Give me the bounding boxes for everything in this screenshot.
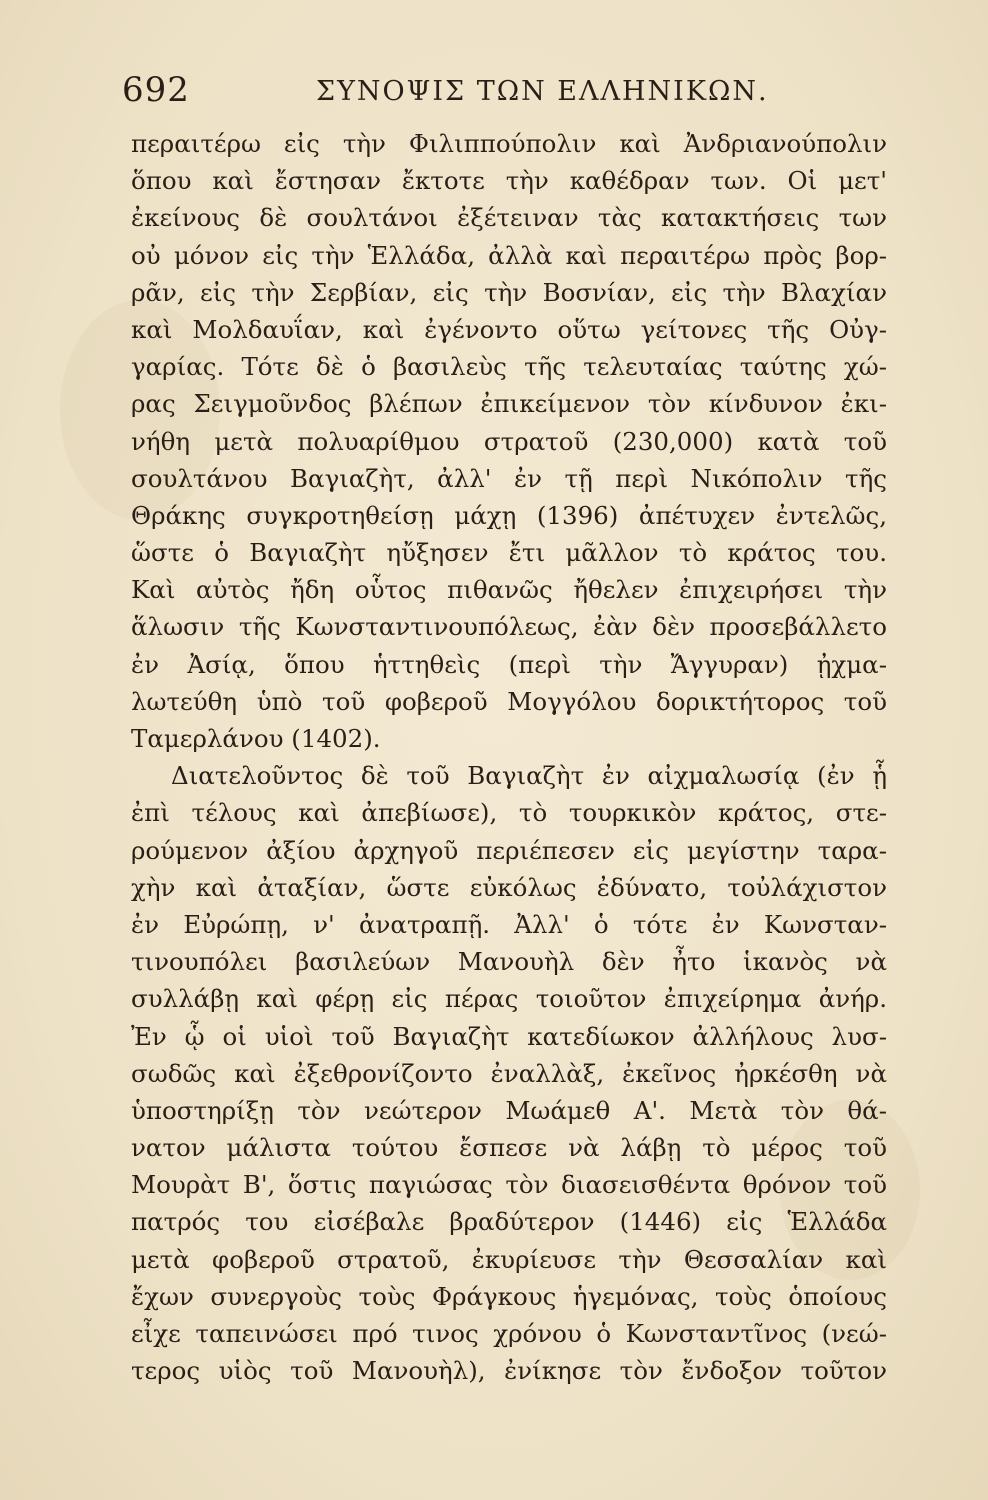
text-line: Ἐν ᾧ οἱ υἱοὶ τοῦ Βαγιαζὴτ κατεδίωκον ἀλλήλους λυσ- <box>131 1021 887 1051</box>
text-line: ἅλωσιν τῆς Κωνσταντινουπόλεως, ἐὰν δὲν προσεβάλλετο <box>131 612 887 642</box>
text-line: νατον μάλιστα τούτου ἔσπεσε νὰ λάβῃ τὸ μέρος τοῦ <box>131 1133 887 1163</box>
text-line: πατρός του εἰσέβαλε βραδύτερον (1446) εἰς Ἑλλάδα <box>131 1207 887 1237</box>
text-line: Καὶ αὐτὸς ἤδη οὗτος πιθανῶς ἤθελεν ἐπιχειρήσει τὴν <box>131 575 887 605</box>
text-line: ὑποστηρίξῃ τὸν νεώτερον Μωάμεθ Α'. Μετὰ τὸν θά- <box>131 1095 887 1125</box>
page-header <box>122 70 882 120</box>
paragraph-end-line: Ταμερλάνου (1402). <box>131 724 381 753</box>
text-line: λωτεύθη ὑπὸ τοῦ φοβεροῦ Μογγόλου δορικτήτορος τοῦ <box>131 686 887 716</box>
running-title: ΣΥΝΟΨΙΣ ΤΩΝ ΕΛΛΗΝΙΚΩΝ. <box>316 76 769 107</box>
text-line: νήθη μετὰ πολυαρίθμου στρατοῦ (230,000) κατὰ τοῦ <box>131 426 887 456</box>
body-text <box>131 125 887 1389</box>
text-line: Μουρὰτ Β', ὅστις παγιώσας τὸν διασεισθέντα θρόνον τοῦ <box>131 1170 887 1200</box>
text-line: εἶχε ταπεινώσει πρό τινος χρόνου ὁ Κωνσταντῖνος (νεώ- <box>131 1319 887 1348</box>
text-line: τινουπόλει βασιλεύων Μανουὴλ δὲν ἦτο ἱκανὸς νὰ <box>131 947 887 977</box>
text-line: καὶ Μολδαυΐαν, καὶ ἐγένοντο οὕτω γείτονες τῆς Οὐγ- <box>131 314 887 344</box>
text-line: μετὰ φοβεροῦ στρατοῦ, ἐκυρίευσε τὴν Θεσσαλίαν καὶ <box>131 1244 887 1274</box>
page-number: 692 <box>122 70 190 110</box>
text-line: τερος υἱὸς τοῦ Μανουὴλ), ἐνίκησε τὸν ἔνδοξον τοῦτον <box>131 1356 887 1386</box>
text-line: ὥστε ὁ Βαγιαζὴτ ηὔξησεν ἔτι μᾶλλον τὸ κράτος του. <box>131 538 887 568</box>
text-line: περαιτέρω εἰς τὴν Φιλιππούπολιν καὶ Ἀνδριανούπολιν <box>131 129 887 158</box>
text-line: ρούμενον ἀξίου ἀρχηγοῦ περιέπεσεν εἰς μεγίστην ταρα- <box>131 835 887 865</box>
text-line: οὐ μόνον εἰς τὴν Ἑλλάδα, ἀλλὰ καὶ περαιτέρω πρὸς βορ- <box>131 240 887 270</box>
text-line: συλλάβῃ καὶ φέρῃ εἰς πέρας τοιοῦτον ἐπιχείρημα ἀνήρ. <box>131 984 887 1014</box>
text-line: χὴν καὶ ἀταξίαν, ὥστε εὐκόλως ἐδύνατο, τοὐλάχιστον <box>131 872 887 902</box>
text-line: γαρίας. Τότε δὲ ὁ βασιλεὺς τῆς τελευταίας ταύτης χώ- <box>131 352 887 382</box>
paragraph-start-line: Διατελοῦντος δὲ τοῦ Βαγιαζὴτ ἐν αἰχμαλωσίᾳ (ἐν ᾗ <box>171 761 887 791</box>
text-line: ρᾶν, εἰς τὴν Σερβίαν, εἰς τὴν Βοσνίαν, εἰς τὴν Βλαχίαν <box>131 277 887 307</box>
text-line: ἔχων συνεργοὺς τοὺς Φράγκους ἡγεμόνας, τοὺς ὁποίους <box>131 1281 887 1311</box>
text-line: ρας Σειγμοῦνδος βλέπων ἐπικείμενον τὸν κίνδυνον ἐκι- <box>131 389 887 419</box>
text-line: σουλτάνου Βαγιαζὴτ, ἀλλ' ἐν τῇ περὶ Νικόπολιν τῆς <box>131 463 887 493</box>
text-line: ἐπὶ τέλους καὶ ἀπεβίωσε), τὸ τουρκικὸν κράτος, στε- <box>131 798 887 828</box>
text-line: ἐν Εὐρώπῃ, ν' ἀνατραπῇ. Ἀλλ' ὁ τότε ἐν Κωνσταν- <box>131 909 887 939</box>
text-line: ὅπου καὶ ἔστησαν ἔκτοτε τὴν καθέδραν των. Οἱ μετ' <box>131 166 887 196</box>
text-line: ἐκείνους δὲ σουλτάνοι ἐξέτειναν τὰς κατακτήσεις των <box>131 203 887 233</box>
text-line: ἐν Ἀσίᾳ, ὅπου ἡττηθεὶς (περὶ τὴν Ἄγγυραν) ᾐχμα- <box>131 649 887 679</box>
text-line: σωδῶς καὶ ἐξεθρονίζοντο ἐναλλὰξ, ἐκεῖνος ἠρκέσθη νὰ <box>131 1058 887 1088</box>
text-line: Θράκης συγκροτηθείσῃ μάχῃ (1396) ἀπέτυχεν ἐντελῶς, <box>131 500 887 530</box>
